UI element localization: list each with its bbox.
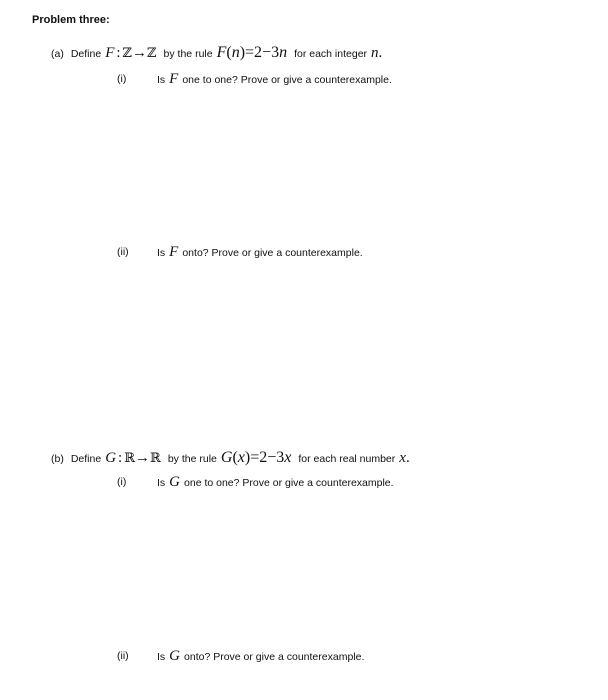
rule-paren-open: ( [232,449,238,466]
part-b-q1-number: (i) [117,476,127,488]
codomain-integers-symbol: ℤ [147,46,157,61]
part-a-q2-var: F [169,244,179,260]
part-a-q2-text: onto? Prove or give a counterexample. [182,247,363,259]
for-each-var-n: n [371,45,379,61]
map-f-symbol: F [105,45,115,61]
part-a-q2-pre: Is [157,247,166,259]
part-b-for-each: for each real number [298,453,396,465]
part-a-map-expression [105,45,156,62]
part-b-q2 [157,648,364,665]
part-a-by-rule: by the rule [163,48,213,60]
map-colon: : [118,450,123,466]
domain-integers-symbol: ℤ [122,46,133,61]
period: . [405,450,410,466]
part-b-label: (b) [51,453,64,465]
part-b-rule-formula [221,449,292,467]
part-b-q1-text: one to one? Prove or give a counterexample. [184,477,394,489]
codomain-reals-symbol: ℝ [150,451,161,466]
rule-equals: = [250,449,260,466]
part-b-q2-number: (ii) [117,650,129,662]
part-b-define-word: Define [70,453,102,465]
period: . [378,45,383,61]
part-b-q2-var: G [169,648,181,664]
rule-paren-open: ( [226,44,232,61]
part-a-label: (a) [51,48,64,60]
part-a-rule-formula [217,44,288,62]
rule-rhs-var-n: n [279,44,288,61]
part-b-q1-var: G [169,474,181,490]
part-a-q1 [157,71,392,88]
rule-rhs: 2−3 [254,44,280,61]
part-a-q1-text: one to one? Prove or give a counterexample. [182,74,392,86]
part-a-q1-var: F [169,71,179,87]
part-a-define-word: Define [70,48,102,60]
arrow-icon: → [135,450,151,466]
part-a-for-each: for each integer [294,48,368,60]
part-a-q2-number: (ii) [117,246,129,258]
part-a-q2 [157,244,363,261]
part-a-q1-pre: Is [157,74,166,86]
part-b-q1 [157,474,394,491]
rule-var-x: x [237,449,245,466]
part-b-definition [51,449,410,467]
rule-rhs: 2−3 [259,449,285,466]
part-a-q1-number: (i) [117,73,127,85]
rule-paren-close: ) [244,449,251,466]
rule-paren-close: ) [239,44,246,61]
domain-reals-symbol: ℝ [124,451,136,466]
part-b-q2-text: onto? Prove or give a counterexample. [184,651,365,663]
part-a-definition [51,44,382,62]
part-b-q2-pre: Is [157,651,166,663]
part-a-for-each-var [371,45,382,62]
problem-title: Problem three: [32,14,110,26]
map-g-symbol: G [105,450,117,466]
part-b-q1-pre: Is [157,477,166,489]
part-b-by-rule: by the rule [167,453,217,465]
rule-rhs-var-x: x [284,449,292,466]
rule-f: F [216,44,227,61]
rule-g: G [220,449,233,466]
arrow-icon: → [132,45,148,61]
part-b-for-each-var [399,450,409,467]
rule-equals: = [245,44,255,61]
part-b-map-expression [105,450,161,467]
rule-var-n: n [231,44,240,61]
for-each-var-x: x [399,450,406,466]
map-colon: : [116,45,121,61]
